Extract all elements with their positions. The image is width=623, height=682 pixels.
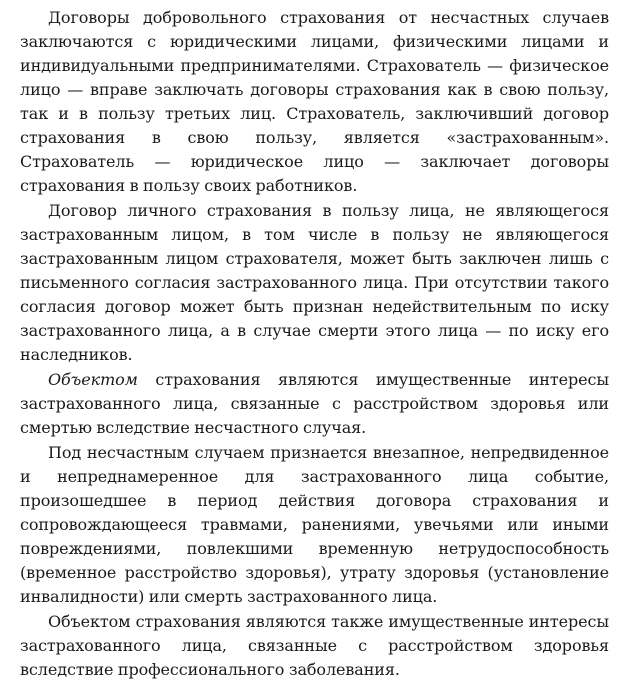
- paragraph-personal-insurance: [20, 199, 609, 367]
- italic-term: Объектом: [48, 370, 138, 389]
- paragraph-occupational-disease: [20, 610, 609, 682]
- paragraph-text: Договоры добровольного страхования от несчастных случаев заключаются с юридическими лицами, физическими лицами и индивидуальными предпринимателями. Страхователь — физическое лицо — вправе заключать договоры страхования как в свою пользу, так и в пользу третьих лиц. Страхователь, заключивший договор страхования в свою пользу, является «застрахованным». Страхователь — юридическое лицо — заключает договоры страхования в пользу своих работников.: [20, 8, 609, 195]
- paragraph-insurance-contracts: [20, 6, 609, 198]
- paragraph-accident-definition: [20, 441, 609, 609]
- paragraph-text: Объектом страхования являются также имущественные интересы застрахованного лица, связанные с расстройством здоровья вследствие профессионального заболевания.: [20, 612, 609, 679]
- paragraph-text: Договор личного страхования в пользу лица, не являющегося застрахованным лицом, в том числе в пользу не являющегося застрахованным лицом страхователя, может быть заключен лишь с письменного согласия застрахованного лица. При отсутствии такого согласия договор может быть признан недействительным по иску застрахованного лица, а в случае смерти этого лица — по иску его наследников.: [20, 201, 609, 364]
- paragraph-object-of-insurance: [20, 368, 609, 440]
- paragraph-text: Под несчастным случаем признается внезапное, непредвиденное и непреднамеренное для застрахованного лица событие, произошедшее в период действия договора страхования и сопровождающееся травмами, ранениями, увечьями или иными повреждениями, повлекшими временную нетрудоспособность (временное расстройство здоровья), утрату здоровья (установление инвалидности) или смерть застрахованного лица.: [20, 443, 609, 606]
- paragraph-text: страхования являются имущественные интересы застрахованного лица, связанные с расстройством здоровья или смертью вследствие несчастного случая.: [20, 370, 609, 437]
